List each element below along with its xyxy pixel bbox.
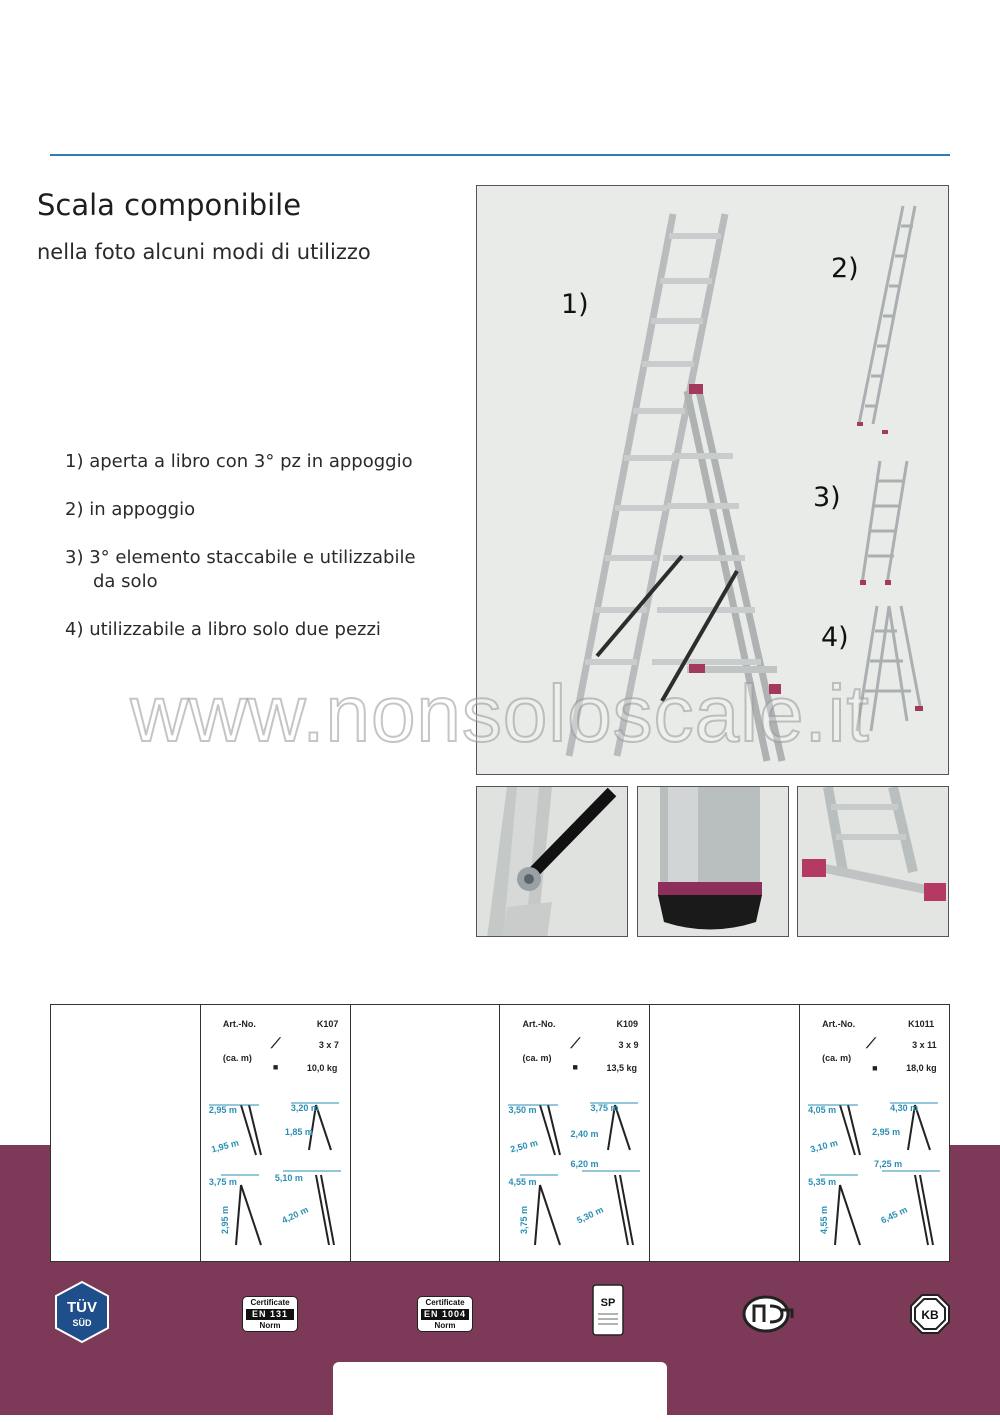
photo-label-3: 3) — [813, 482, 841, 513]
certification-logos — [0, 1280, 1000, 1350]
foot-detail-image — [638, 787, 789, 937]
usage-item: 2) in appoggio — [65, 499, 196, 520]
weight-value: 10,0 kg — [306, 1063, 338, 1073]
kb-badge-icon — [910, 1294, 950, 1334]
weight-value: 13,5 kg — [606, 1063, 638, 1073]
svg-text:SP: SP — [600, 1297, 616, 1309]
spec-cell-empty — [351, 1005, 501, 1261]
kb-logo — [910, 1294, 950, 1338]
article-number: K1011 — [908, 1019, 935, 1029]
usage-item: 4) utilizzabile a libro solo due pezzi — [65, 619, 381, 640]
weight-icon: ■ — [872, 1063, 878, 1073]
sp-certificate-logo — [592, 1284, 624, 1344]
top-rule — [50, 154, 950, 156]
spec-cell-empty — [650, 1005, 800, 1261]
sp-badge-icon — [592, 1284, 624, 1340]
usage-item: 3) 3° elemento staccabile e utilizzabile da solo — [65, 547, 416, 592]
svg-text:SÜD: SÜD — [72, 1318, 92, 1328]
rungs-count: 3 x 9 — [618, 1040, 639, 1050]
tuv-sud-logo — [50, 1280, 114, 1348]
detail-photo-base — [797, 786, 949, 937]
article-number: K107 — [316, 1019, 339, 1029]
weight-icon: ■ — [272, 1062, 279, 1072]
article-number: K109 — [616, 1019, 638, 1029]
en131-certificate: Certificate EN 131 Norm — [242, 1296, 298, 1332]
usage-list — [65, 450, 416, 666]
svg-text:TÜV: TÜV — [67, 1299, 97, 1316]
strap-detail-image — [477, 787, 628, 937]
ladder-icon: ⟋ — [570, 1035, 581, 1051]
base-detail-image — [798, 787, 949, 937]
page-subtitle: nella foto alcuni modi di utilizzo — [37, 240, 371, 264]
gost-r-logo — [742, 1294, 794, 1338]
photo-label-1: 1) — [561, 289, 589, 320]
spec-card-k1011: Art.-No. K1011 ⟋ 3 x 11 (ca. m) ■ 18,0 kg 4,05 m 3,10 m 4,30 m 2,95 m 5,35 m 4,55 m 7,25 m 6,45 m — [800, 1005, 949, 1261]
watermark: www.nonsoloscale.it — [130, 669, 870, 758]
detail-photo-foot — [637, 786, 789, 937]
footer-white-box — [333, 1362, 667, 1422]
photo-label-2: 2) — [831, 253, 859, 284]
gost-badge-icon — [742, 1294, 794, 1334]
usage-item: 1) aperta a libro con 3° pz in appoggio — [65, 451, 413, 472]
rungs-count: 3 x 11 — [912, 1040, 937, 1050]
spec-card-k107: Art.-No. K107 ⟋ 3 x 7 (ca. m) ■ 10,0 kg 2,95 m 1,95 m 3,20 m 1,85 m 3,75 m 2,95 m 5,10 m 4,20 m — [201, 1005, 351, 1261]
rungs-count: 3 x 7 — [318, 1040, 339, 1050]
weight-value: 18,0 kg — [906, 1063, 937, 1073]
ladder-icon: ⟋ — [866, 1035, 876, 1051]
weight-icon: ■ — [572, 1062, 578, 1072]
detail-photo-strap — [476, 786, 628, 937]
en1004-certificate: Certificate EN 1004 Norm — [417, 1296, 473, 1332]
page-title: Scala componibile — [37, 188, 302, 222]
svg-text:KB: KB — [921, 1308, 939, 1322]
spec-card-k109: Art.-No. K109 ⟋ 3 x 9 (ca. m) ■ 13,5 kg 3,50 m 2,50 m 3,75 m 2,40 m 4,55 m 3,75 m 6,20 m 5,30 m — [500, 1005, 650, 1261]
ladder-icon: ⟋ — [270, 1035, 281, 1051]
tuv-badge-icon — [50, 1280, 114, 1344]
spec-table — [50, 1004, 950, 1262]
photo-label-4: 4) — [821, 622, 849, 653]
spec-cell-empty — [51, 1005, 201, 1261]
